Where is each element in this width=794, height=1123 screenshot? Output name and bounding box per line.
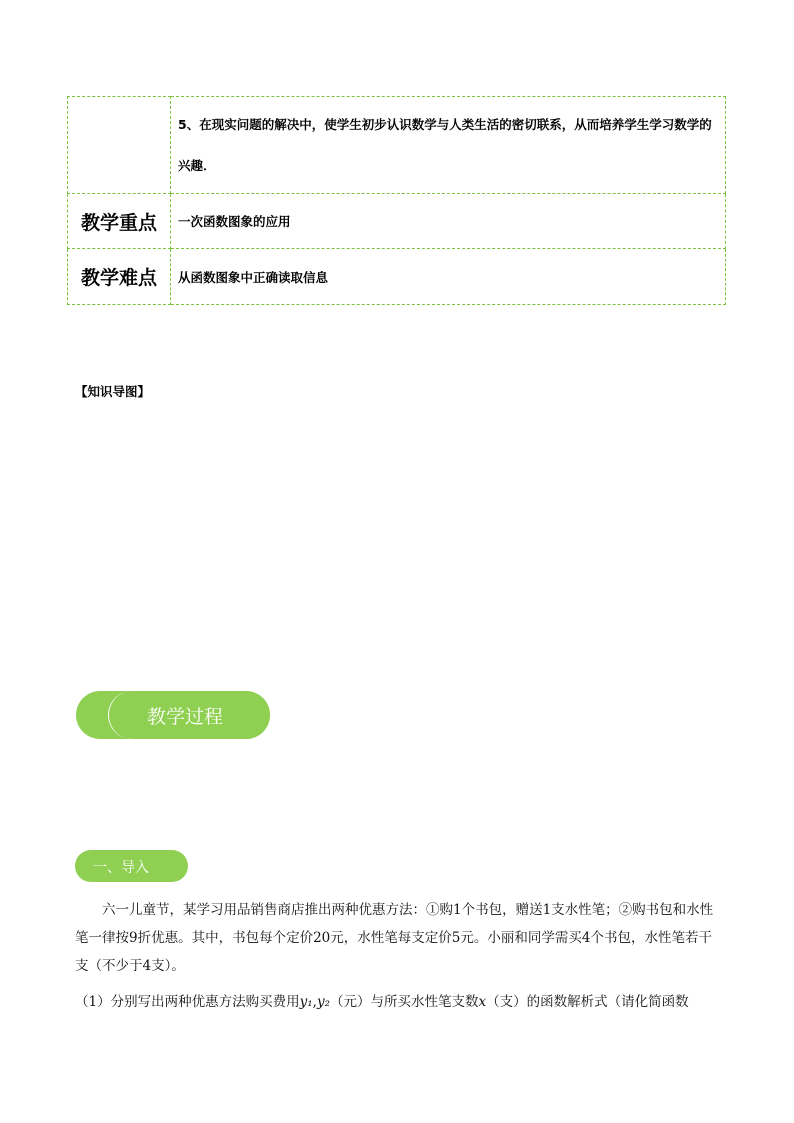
difficulty-label: 教学难点 <box>68 249 171 305</box>
difficulty-row <box>68 249 726 305</box>
teaching-process-inner-pill <box>108 691 270 739</box>
goal-5-text: 5、在现实问题的解决中，使学生初步认识数学与人类生活的密切联系，从而培养学生学习数学的兴趣． <box>178 117 712 173</box>
variable-x: x <box>478 994 487 1010</box>
difficulty-text: 从函数图象中正确读取信息 <box>171 249 726 305</box>
teaching-goals-table <box>67 96 726 305</box>
goal-row-label <box>68 97 171 194</box>
knowledge-map-heading: 【知识导图】 <box>75 384 151 399</box>
goal-row-5 <box>68 97 726 194</box>
intro-section-badge <box>75 850 188 882</box>
key-point-label: 教学重点 <box>68 194 171 249</box>
question-1-suffix: （支）的函数解析式（请化简函数 <box>486 994 689 1010</box>
question-1-prefix: （1）分别写出两种优惠方法购买费用 <box>75 994 300 1010</box>
teaching-process-label: 教学过程 <box>147 706 224 728</box>
intro-paragraph: 六一儿童节，某学习用品销售商店推出两种优惠方法：①购1个书包，赠送1支水性笔；②购书包和水性笔一律按9折优惠。其中，书包每个定价20元，水性笔每支定价5元。小丽和同学需买4个书包，水性笔若干支（不少于4支）。 <box>75 902 714 974</box>
question-1 <box>75 988 721 1016</box>
variable-y2: y₂ <box>316 994 330 1010</box>
intro-section-label: 一、导入 <box>93 860 149 876</box>
question-1-middle: （元）与所买水性笔支数 <box>329 994 479 1010</box>
key-point-text: 一次函数图象的应用 <box>171 194 726 249</box>
teaching-process-banner <box>76 691 270 739</box>
variable-y1: y₁ <box>299 994 313 1010</box>
variable-separator: , <box>312 994 317 1010</box>
key-point-row <box>68 194 726 249</box>
